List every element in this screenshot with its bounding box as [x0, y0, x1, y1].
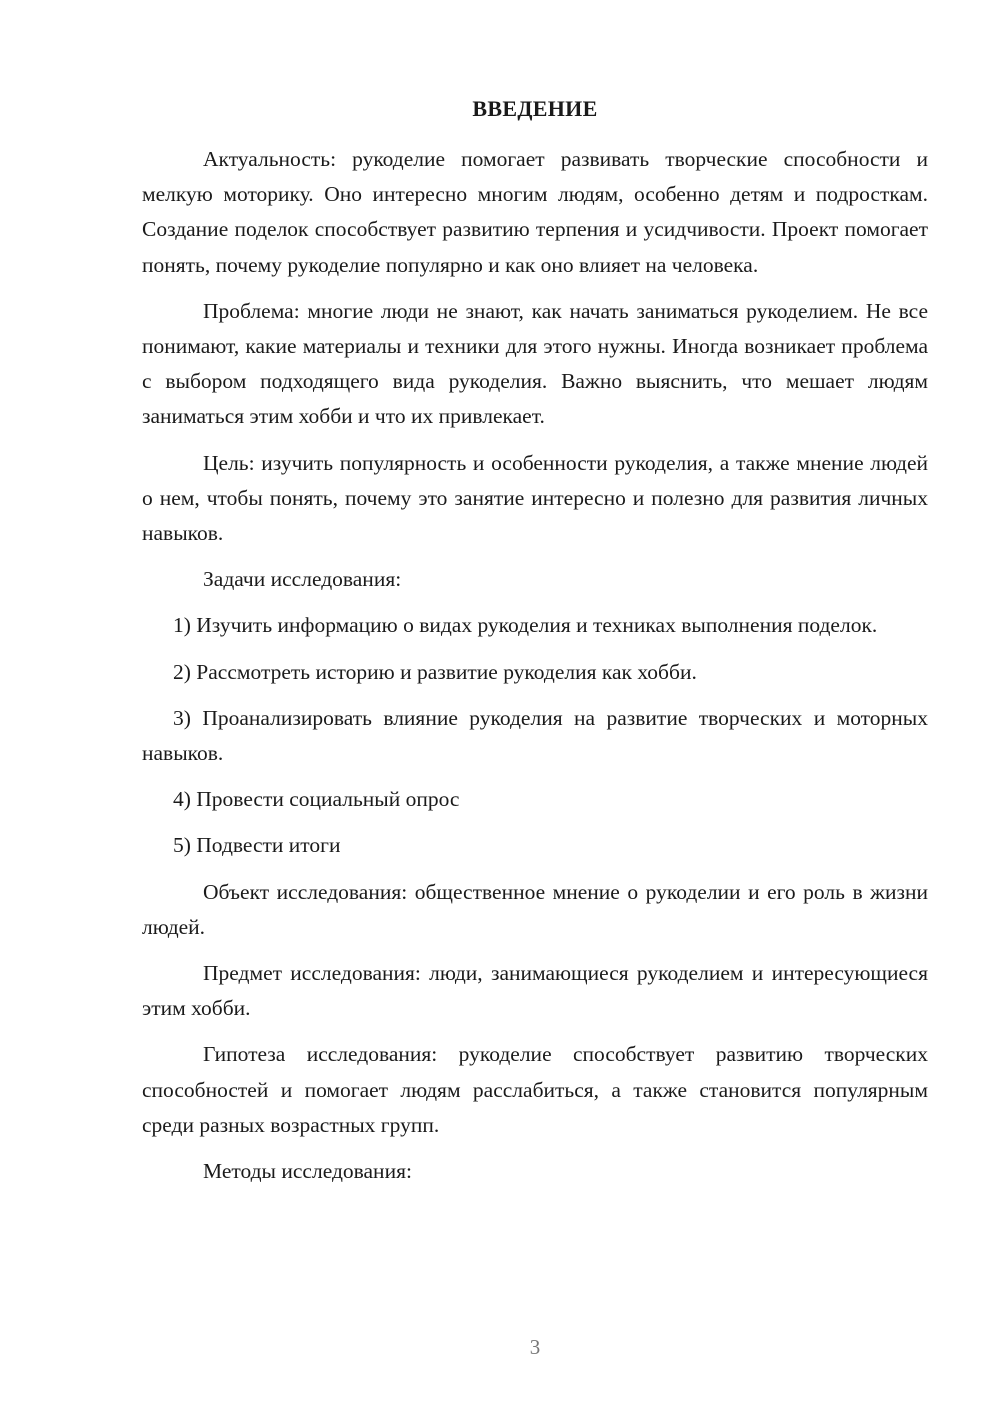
page-title: ВВЕДЕНИЕ — [472, 96, 598, 121]
paragraph-tasks-heading: Задачи исследования: — [203, 567, 402, 592]
task-item: 4) Провести социальный опрос — [173, 787, 460, 812]
paragraph-problem: Проблема: многие люди не знают, как начать заниматься рукоделием. Не все понимают, какие материалы и техники для этого нужны. Иногда возникает проблема с выбором подходящего вида рукоделия. Важно выяснить, что мешает людям заниматься этим хобби и что их привлекает. — [142, 298, 928, 429]
paragraph-hypothesis: Гипотеза исследования: рукоделие способствует развитию творческих способностей и помогает людям расслабиться, а также становится популярным среди разных возрастных групп. — [142, 1042, 928, 1137]
paragraph-goal: Цель: изучить популярность и особенности рукоделия, а также мнение людей о нем, чтобы понять, почему это занятие интересно и полезно для развития личных навыков. — [142, 450, 928, 546]
paragraph-research-subject: Предмет исследования: люди, занимающиеся рукоделием и интересующиеся этим хобби. — [142, 961, 928, 1021]
task-item: 3) Проанализировать влияние рукоделия на развитие творческих и моторных навыков. — [142, 705, 928, 766]
paragraph-research-object: Объект исследования: общественное мнение о рукоделии и его роль в жизни людей. — [142, 879, 928, 939]
page-number: 3 — [529, 1335, 541, 1359]
task-item: 1) Изучить информацию о видах рукоделия и техниках выполнения поделок. — [173, 613, 878, 638]
paragraph-methods: Методы исследования: — [203, 1159, 412, 1184]
task-item: 5) Подвести итоги — [173, 833, 341, 858]
task-item: 2) Рассмотреть историю и развитие рукоделия как хобби. — [173, 659, 697, 684]
document-body — [142, 142, 928, 1200]
document-page — [142, 0, 928, 1414]
paragraph-relevance: Актуальность: рукоделие помогает развивать творческие способности и мелкую моторику. Оно интересно многим людям, особенно детям и подросткам. Создание поделок способствует развитию терпения и усидчивости. Проект помогает понять, почему рукоделие популярно и как оно влияет на человека. — [142, 147, 928, 277]
